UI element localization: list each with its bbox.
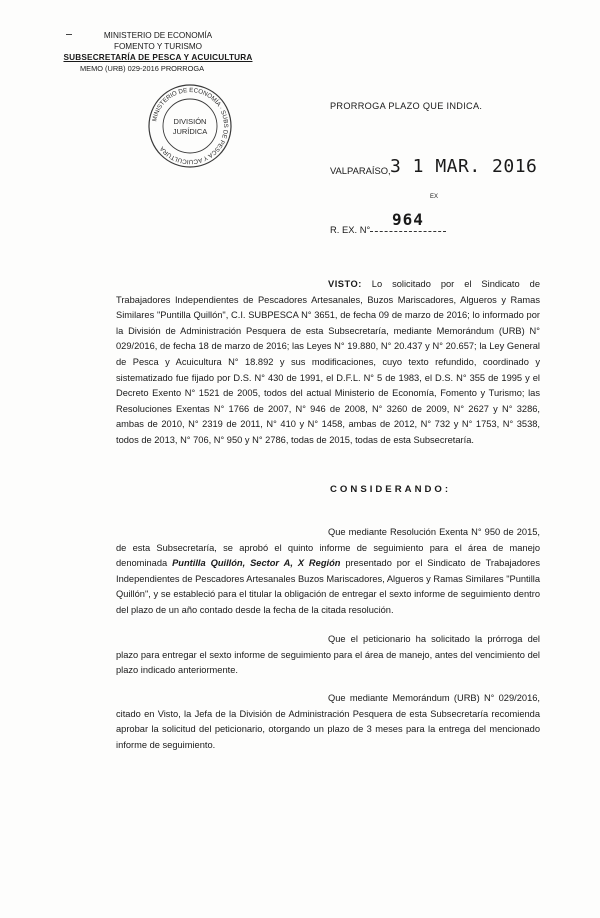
stamp-center-line2: JURÍDICA (172, 127, 208, 136)
rex-label: R. EX. N° (330, 224, 371, 235)
ex-mark: EX (430, 194, 439, 200)
place-label: VALPARAÍSO, (330, 165, 391, 176)
rex-underline (370, 231, 446, 232)
stamp-center-line1: DIVISIÓN (173, 117, 207, 126)
subsecretaria-name: SUBSECRETARÍA DE PESCA Y ACUICULTURA (63, 53, 253, 62)
date-stamp: 3 1 MAR. 2016 (390, 156, 538, 177)
rex-number: 964 (392, 210, 424, 229)
area-name: Puntilla Quillón, Sector A, X Región (172, 558, 341, 569)
document-title: PRORROGA PLAZO QUE INDICA. (330, 101, 483, 111)
visto-text: Lo solicitado por el Sindicato de Trabajadores Independientes de Pescadores Artesanales, Buzos Mariscadores, Algueros y Ramas Similares "Puntilla Quillón", C.I. SUBPESCA N° 3651, de fecha 09 de marzo de 2016; lo informado por la División de Administración Pesquera de esta Subsecretaría, mediante Memorándum (URB) N° 029/2016, de fecha 18 de marzo de 2016; las Leyes N° 19.880, N° 20.437 y N° 20.657; la Ley General de Pesca y Acuicultura N° 18.892 y sus modificaciones, cuyo texto refundido, coordinado y sistematizado fue fijado por D.S. N° 430 de 1991, el D.F.L. N° 5 de 1983, el D.S. N° 355 de 1995 y el Decreto Exento N° 1521 de 2005, todos del actual Ministerio de Economía, Fomento y Turismo; las Resoluciones Exentas N° 1766 de 2007, N° 946 de 2008, N° 3260 de 2009, N° 2627 y N° 3286, ambas de 2010, N° 2319 de 2011, N° 410 y N° 1458, ambas de 2012, N° 732 y N° 1753, N° 3538, todos de 2013, N° 706, N° 950 y N° 2786, todas de 2015, todas de esta Subsecretaría. (116, 279, 540, 445)
stamp-ring-text: MINISTERIO DE ECONOMÍA · SUBS DE PESCA Y ACUICULTURA (151, 86, 230, 166)
considerando-heading: CONSIDERANDO: (330, 484, 452, 495)
letterhead (58, 30, 258, 74)
division-juridica-stamp (146, 82, 234, 170)
visto-paragraph (116, 277, 540, 449)
ministry-name: MINISTERIO DE ECONOMÍA (103, 31, 213, 40)
ministry-dept: FOMENTO Y TURISMO (113, 42, 203, 51)
considerando-paragraph-2: Que el peticionario ha solicitado la prórroga del plazo para entregar el sexto informe de seguimiento para el área de manejo, antes del vencimiento del plazo indicado anteriormente. (116, 634, 540, 676)
p1-text-b: presentado por el Sindicato de Trabajadores Independientes de Pescadores Artesanales Buzos Mariscadores, Algueros y Ramas Similares "Puntilla Quillón", y se estableció para el titular la obligación de entregar el sexto informe de seguimiento dentro del plazo de un año contado desde la fecha de la citada resolución. (116, 558, 540, 615)
considerando-paragraph-3: Que mediante Memorándum (URB) N° 029/2016, citado en Visto, la Jefa de la División de Administración Pesquera de esta Subsecretaría recomienda aprobar la solicitud del peticionario, otorgando un plazo de 3 meses para la entrega del mencionado informe de seguimiento. (116, 693, 540, 750)
considerando-paragraph-1 (116, 525, 540, 619)
visto-label: VISTO: (328, 279, 362, 289)
p1-text-a: Que mediante Resolución Exenta N° 950 de 2015, de esta Subsecretaría, se aprobó el quinto informe de seguimiento para el área de manejo denominada (116, 527, 540, 569)
memo-reference: MEMO (URB) 029-2016 PRORROGA (80, 64, 205, 73)
